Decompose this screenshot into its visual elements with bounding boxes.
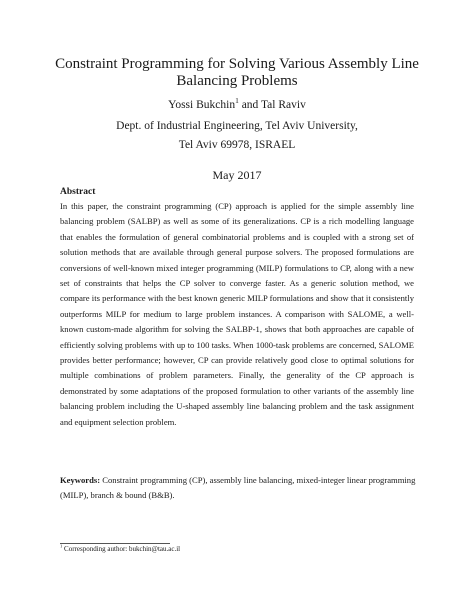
keywords-label: Keywords:	[60, 475, 101, 485]
authors-line	[30, 98, 444, 112]
affiliation-line-2: Tel Aviv 69978, ISRAEL	[178, 139, 296, 151]
abstract-body: In this paper, the constraint programming (CP) approach is applied for the simple assembly line balancing problem (SALBP) as well as some of its generalizations. CP is a rich modelling language that enables the formulation of general combinatorial problems and is coupled with a strong set of solution methods that are available through general purpose solvers. The proposed formulations are conversions of well-known mixed integer programming (MILP) formulations to CP, along with a new set of constraints that helps the CP solver to converge faster. As a generic solution method, we compare its performance with the best known generic MILP formulations and show that it consistently outperforms MILP for medium to large problem instances. A comparison with SALOME, a well-known custom-made algorithm for solving the SALBP-1, shows that both approaches are capable of efficiently solving problems with up to 100 tasks. When 1000-task problems are concerned, SALOME provides better performance; however, CP can provide relatively good close to optimal solutions for multiple combinations of problem parameters. Finally, the generality of the CP approach is demonstrated by some adaptations of the proposed formulation to other variants of the assembly line balancing problem including the U-shaped assembly line balancing problem and the task assignment and equipment selection problem.	[60, 201, 414, 427]
author-1: Yossi Bukchin	[168, 99, 236, 111]
author-2: and Tal Raviv	[238, 99, 306, 111]
keywords-text: Constraint programming (CP), assembly line balancing, mixed-integer linear programming (MILP), branch & bound (B&B).	[60, 475, 416, 501]
footnote-text: Corresponding author: bukchin@tau.ac.il	[62, 545, 181, 553]
affiliation-line-1: Dept. of Industrial Engineering, Tel Aviv University,	[116, 120, 358, 132]
footnote	[60, 545, 180, 554]
abstract-heading: Abstract	[60, 187, 96, 197]
keywords-paragraph	[60, 473, 416, 504]
paper-title: Constraint Programming for Solving Various Assembly Line Balancing Problems	[55, 56, 419, 89]
footnote-mark: 1	[60, 543, 63, 549]
publication-date: May 2017	[212, 168, 262, 182]
footnote-rule	[60, 543, 170, 544]
author-footnote-mark: 1	[235, 96, 239, 106]
